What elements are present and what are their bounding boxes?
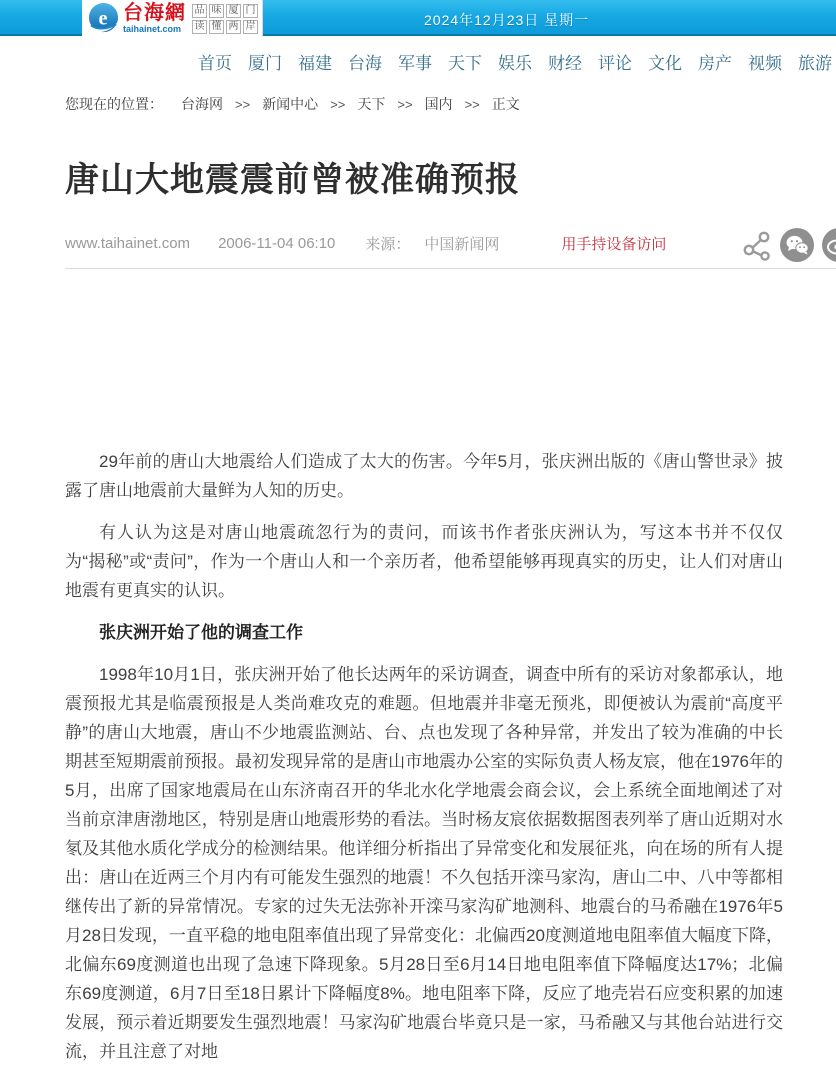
page-title: 唐山大地震震前曾被准确预报 [65,161,520,199]
brand-slogan [192,4,258,34]
weibo-icon [827,234,836,256]
brand-name: 台海網 [123,2,186,24]
slogan-char: 品 [192,4,207,18]
article-paragraph: 1998年10月1日，张庆洲开始了他长达两年的采访调查，调查中所有的采访对象都承认，地震预报尤其是临震预报是人类尚难攻克的难题。但地震并非毫无预兆，即便被认为震前“高度平静”的唐山大地震，唐山不少地震监测站、台、点也发现了各种异常，并发出了较为准确的中长期甚至短期震前预报。最初发现异常的是唐山市地震办公室的实际负责人杨友宸，他在1976年的5月，出席了国家地震局在山东济南召开的华北水化学地震会商会议，会上系统全面地阐述了对当前京津唐渤地区，特别是唐山地震形势的看法。当时杨友宸依据数据图表列举了唐山近期对水氡及其他水质化学成分的检测结果。他详细分析指出了异常变化和发展征兆，向在场的所有人提出：唐山在近两三个月内有可能发生强烈的地震！不久包括开滦马家沟，唐山二中、八中等都相继传出了新的异常情况。专家的过失无法弥补开滦马家沟矿地测科、地震台的马希融在1976年5月28日发现，一直平稳的地电阻率值出现了异常变化：北偏西20度测道地电阻率值大幅度下降，北偏东69度测道也出现了急速下降现象。5月28日至6月14日地电阻率值下降幅度达17%；北偏东69度测道，6月7日至18日累计下降幅度8%。地电阻率下降，反应了地壳岩石应变积累的加速发展，预示着近期要发生强烈地震！马家沟矿地震台毕竟只是一家，马希融又与其他台站进行交流，并且注意了对地 [65,665,783,1061]
svg-text:e: e [98,7,108,30]
article-subheading: 张庆洲开始了他的调查工作 [99,623,303,642]
breadcrumb-separator: >> [330,96,346,112]
breadcrumb-item-article[interactable]: 正文 [491,96,520,112]
nav-item-fujian[interactable]: 福建 [298,54,332,73]
nav-item-video[interactable]: 视频 [748,54,782,73]
breadcrumb-separator: >> [464,96,480,112]
meta-source[interactable]: 中国新闻网 [424,236,500,253]
breadcrumb-item-site[interactable]: 台海网 [181,96,223,112]
share-nodes-icon[interactable] [742,229,772,261]
nav-item-culture[interactable]: 文化 [648,54,682,73]
slogan-char: 岸 [243,20,258,34]
meta-site: www.taihainet.com [65,235,191,252]
nav-item-realestate[interactable]: 房产 [698,54,732,73]
breadcrumb-label: 您现在的位置： [65,96,163,112]
breadcrumb-item-domestic[interactable]: 国内 [424,96,453,112]
nav-item-military[interactable]: 军事 [398,54,432,73]
article-meta-row [65,233,836,269]
nav-item-taihai[interactable]: 台海 [348,54,382,73]
wechat-icon [785,234,809,256]
current-date: 2024年12月23日 星期一 [424,12,590,28]
breadcrumb [65,94,836,114]
nav-item-finance[interactable]: 财经 [548,54,582,73]
meta-source-label: 来源： [365,236,411,253]
nav-item-entertainment[interactable]: 娱乐 [498,54,532,73]
slogan-char: 门 [243,4,258,18]
breadcrumb-item-world[interactable]: 天下 [357,96,386,112]
nav-item-home[interactable]: 首页 [198,54,232,73]
breadcrumb-separator: >> [235,96,251,112]
nav-item-xiamen[interactable]: 厦门 [248,54,282,73]
article-header [65,152,836,269]
site-logo[interactable] [82,0,263,37]
slogan-char: 懂 [209,20,224,34]
article-paragraph: 29年前的唐山大地震给人们造成了太大的伤害。今年5月，张庆洲出版的《唐山警世录》披露了唐山地震前大量鲜为人知的历史。 [65,452,783,500]
breadcrumb-separator: >> [397,96,413,112]
slogan-char: 读 [192,20,207,34]
article-paragraph: 有人认为这是对唐山地震疏忽行为的责问，而该书作者张庆洲认为，写这本书并不仅仅为“揭秘”或“责问”，作为一个唐山人和一个亲历者，他希望能够再现真实的历史，让人们对唐山地震有更真实的认识。 [65,523,783,600]
nav-item-travel[interactable]: 旅游 [798,54,832,73]
slogan-char: 两 [226,20,241,34]
main-navigation [0,36,836,80]
nav-item-comment[interactable]: 评论 [598,54,632,73]
weibo-share-button[interactable] [822,228,836,262]
slogan-char: 味 [209,4,224,18]
mobile-access-link[interactable]: 用手持设备访问 [561,236,667,253]
article-body [65,447,783,1066]
taihainet-e-logo-icon [87,2,120,35]
wechat-share-button[interactable] [780,228,814,262]
brand-domain: taihainet.com [123,24,182,34]
share-toolbar [742,225,836,265]
nav-item-world[interactable]: 天下 [448,54,482,73]
top-header-bar [0,0,836,36]
slogan-char: 厦 [226,4,241,18]
meta-datetime: 2006-11-04 06:10 [218,235,336,252]
breadcrumb-item-newscenter[interactable]: 新闻中心 [262,96,319,112]
